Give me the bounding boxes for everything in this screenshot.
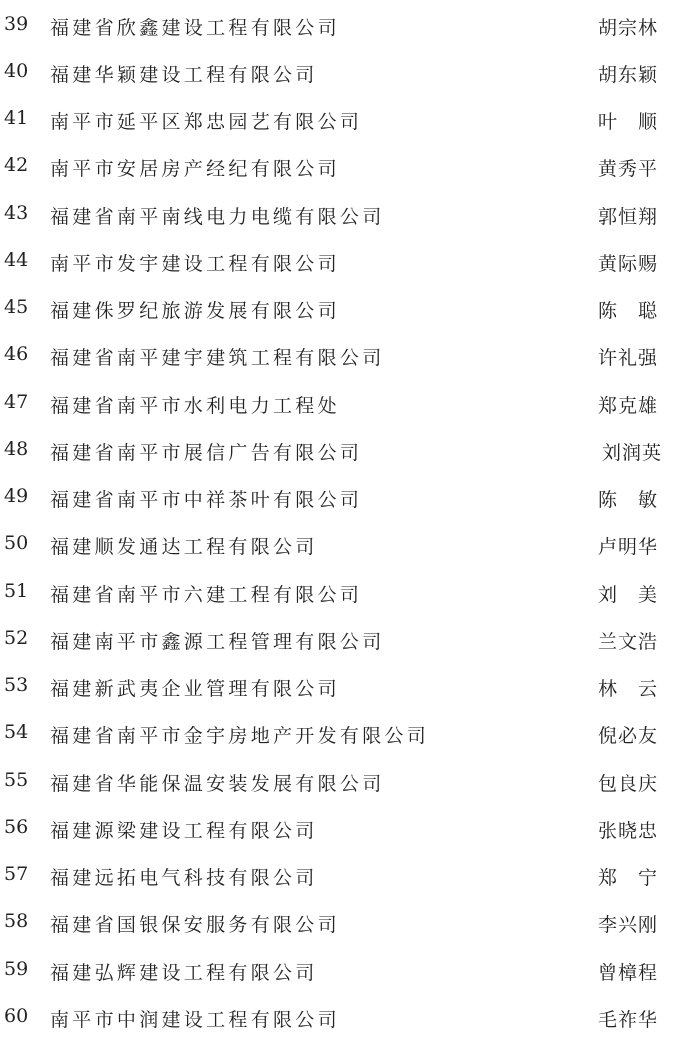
person-name: 包良庆 bbox=[598, 773, 659, 795]
row-number: 57 bbox=[4, 863, 29, 885]
row-number: 48 bbox=[4, 438, 29, 460]
company-name: 福建省南平市中祥茶叶有限公司 bbox=[50, 489, 363, 511]
row-number: 51 bbox=[4, 580, 29, 602]
company-name: 福建远拓电气科技有限公司 bbox=[50, 867, 318, 889]
list-item bbox=[0, 760, 700, 800]
list-item bbox=[0, 996, 700, 1036]
row-number: 46 bbox=[4, 343, 29, 365]
company-name: 福建南平市鑫源工程管理有限公司 bbox=[50, 631, 385, 653]
row-number: 53 bbox=[4, 674, 29, 696]
list-item bbox=[0, 618, 700, 658]
list-item bbox=[0, 382, 700, 422]
list-item bbox=[0, 712, 700, 752]
row-number: 40 bbox=[4, 60, 29, 82]
person-name: 卢明华 bbox=[598, 536, 659, 558]
list-item bbox=[0, 287, 700, 327]
person-name: 张晓忠 bbox=[598, 820, 659, 842]
person-name: 林 云 bbox=[598, 678, 659, 700]
list-item bbox=[0, 949, 700, 989]
row-number: 52 bbox=[4, 627, 29, 649]
company-name: 福建省南平市展信广告有限公司 bbox=[50, 442, 363, 464]
row-number: 58 bbox=[4, 910, 29, 932]
person-name: 毛祚华 bbox=[598, 1009, 659, 1031]
person-name: 陈 聪 bbox=[598, 300, 659, 322]
row-number: 42 bbox=[4, 154, 29, 176]
company-name: 福建省南平建宇建筑工程有限公司 bbox=[50, 347, 385, 369]
row-number: 59 bbox=[4, 958, 29, 980]
list-item bbox=[0, 476, 700, 516]
company-name: 南平市中润建设工程有限公司 bbox=[50, 1009, 340, 1031]
list-item bbox=[0, 98, 700, 138]
list-item bbox=[0, 571, 700, 611]
row-number: 55 bbox=[4, 769, 29, 791]
company-name: 南平市发宇建设工程有限公司 bbox=[50, 253, 340, 275]
person-name: 许礼强 bbox=[598, 347, 659, 369]
person-name: 郭恒翔 bbox=[598, 206, 659, 228]
company-name: 福建省南平市六建工程有限公司 bbox=[50, 584, 363, 606]
row-number: 54 bbox=[4, 721, 29, 743]
list-item bbox=[0, 901, 700, 941]
company-name: 福建省国银保安服务有限公司 bbox=[50, 914, 340, 936]
person-name: 叶 顺 bbox=[598, 111, 659, 133]
list-item bbox=[0, 523, 700, 563]
person-name: 郑 宁 bbox=[598, 867, 659, 889]
person-name: 胡东颖 bbox=[598, 64, 659, 86]
person-name: 陈 敏 bbox=[598, 489, 659, 511]
row-number: 47 bbox=[4, 391, 29, 413]
list-item bbox=[0, 240, 700, 280]
row-number: 45 bbox=[4, 296, 29, 318]
company-name: 福建省南平南线电力电缆有限公司 bbox=[50, 206, 385, 228]
person-name: 胡宗林 bbox=[598, 17, 659, 39]
row-number: 39 bbox=[4, 13, 29, 35]
person-name: 刘 美 bbox=[598, 584, 659, 606]
person-name: 曾樟程 bbox=[598, 962, 659, 984]
list-item bbox=[0, 4, 700, 44]
company-name: 福建华颖建设工程有限公司 bbox=[50, 64, 318, 86]
person-name: 黄秀平 bbox=[598, 158, 659, 180]
list-item bbox=[0, 665, 700, 705]
row-number: 43 bbox=[4, 202, 29, 224]
list-item bbox=[0, 429, 700, 469]
company-name: 福建源梁建设工程有限公司 bbox=[50, 820, 318, 842]
list-item bbox=[0, 854, 700, 894]
company-name: 福建弘辉建设工程有限公司 bbox=[50, 962, 318, 984]
row-number: 56 bbox=[4, 816, 29, 838]
list-item bbox=[0, 334, 700, 374]
company-name: 福建省南平市水利电力工程处 bbox=[50, 395, 340, 417]
person-name: 兰文浩 bbox=[598, 631, 659, 653]
person-name: 倪必友 bbox=[598, 725, 659, 747]
list-item bbox=[0, 51, 700, 91]
company-name: 福建省华能保温安装发展有限公司 bbox=[50, 773, 385, 795]
list-item bbox=[0, 145, 700, 185]
person-name: 郑克雄 bbox=[598, 395, 659, 417]
list-item bbox=[0, 807, 700, 847]
company-name: 福建省南平市金宇房地产开发有限公司 bbox=[50, 725, 430, 747]
company-name: 福建侏罗纪旅游发展有限公司 bbox=[50, 300, 340, 322]
company-name: 南平市安居房产经纪有限公司 bbox=[50, 158, 340, 180]
row-number: 60 bbox=[4, 1005, 29, 1027]
person-name: 李兴刚 bbox=[598, 914, 659, 936]
list-item bbox=[0, 193, 700, 233]
person-name: 刘润英 bbox=[602, 442, 663, 464]
row-number: 50 bbox=[4, 532, 29, 554]
company-name: 福建顺发通达工程有限公司 bbox=[50, 536, 318, 558]
company-name: 福建省欣鑫建设工程有限公司 bbox=[50, 17, 340, 39]
company-name: 南平市延平区郑忠园艺有限公司 bbox=[50, 111, 363, 133]
row-number: 49 bbox=[4, 485, 29, 507]
person-name: 黄际赐 bbox=[598, 253, 659, 275]
row-number: 41 bbox=[4, 107, 29, 129]
company-name: 福建新武夷企业管理有限公司 bbox=[50, 678, 340, 700]
row-number: 44 bbox=[4, 249, 29, 271]
